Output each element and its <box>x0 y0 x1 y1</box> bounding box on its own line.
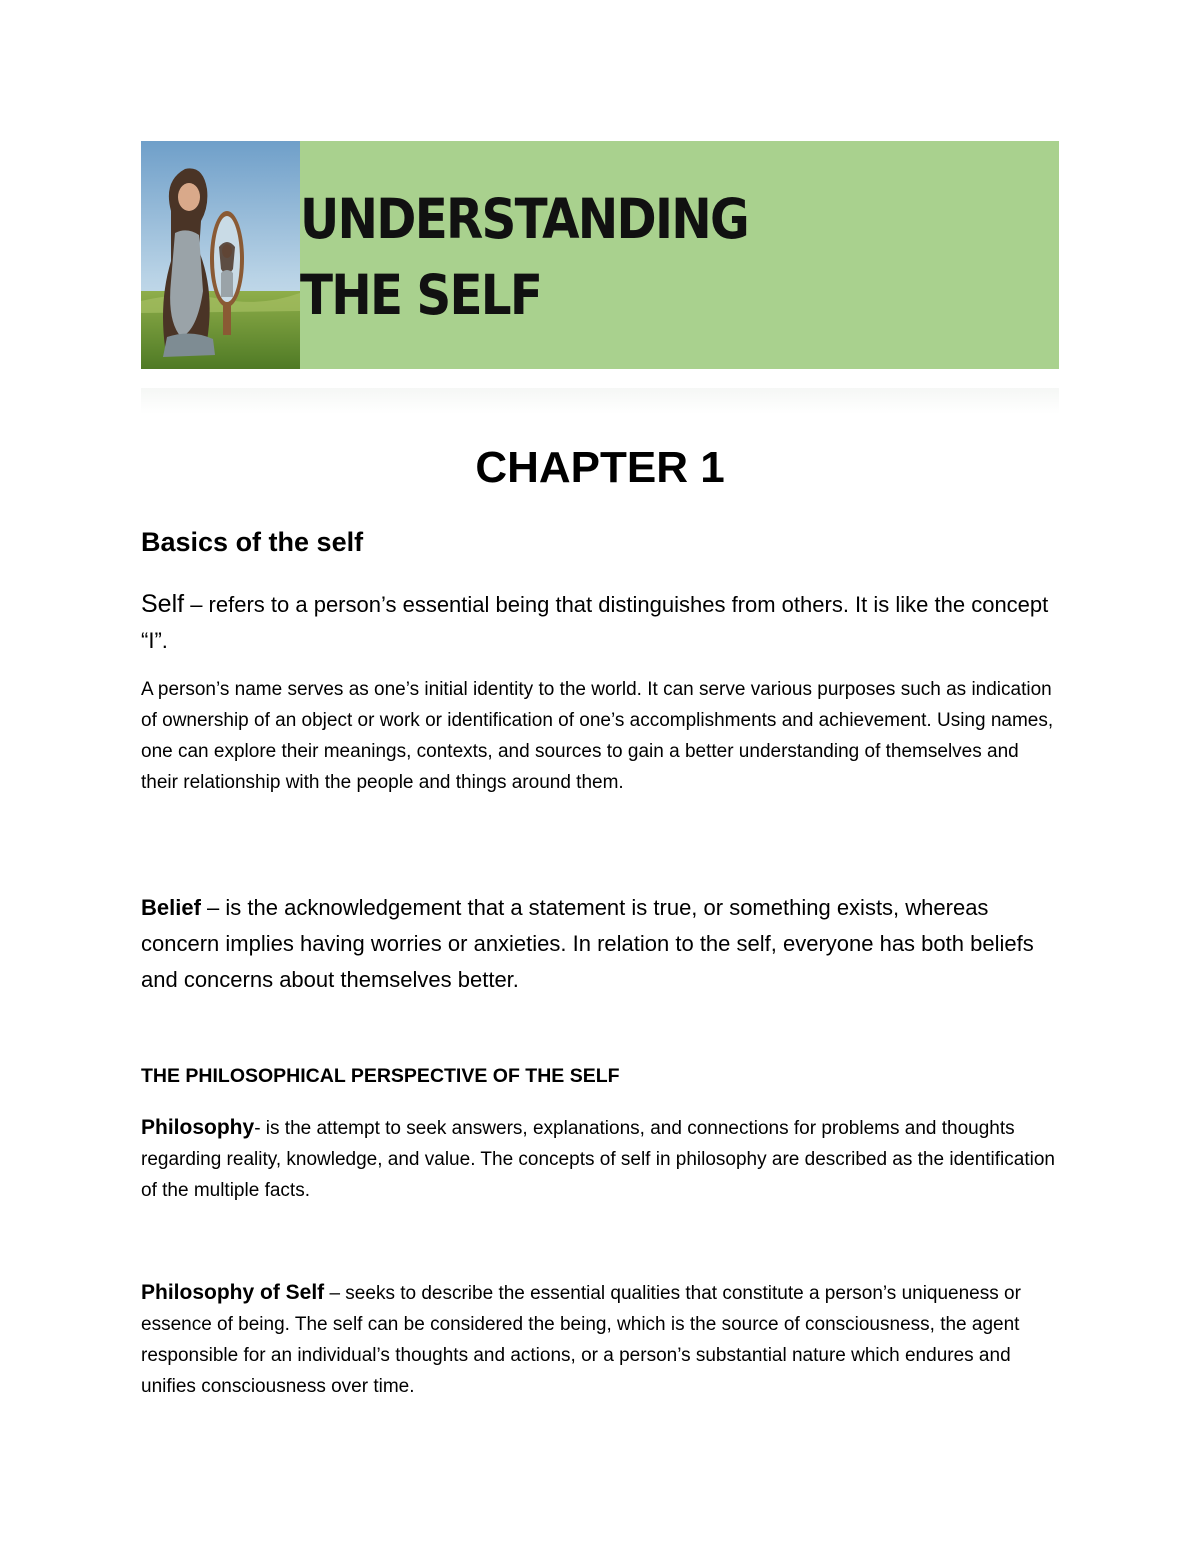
philosophy-term: Philosophy <box>141 1116 255 1139</box>
banner-title <box>300 181 748 333</box>
banner-reflection <box>141 388 1059 414</box>
philosophical-perspective-heading: THE PHILOSOPHICAL PERSPECTIVE OF THE SELF <box>141 1065 620 1087</box>
section-heading: Basics of the self <box>141 527 364 557</box>
woman-with-mirror-photo <box>141 141 300 369</box>
belief-definition-text: – is the acknowledgement that a statement is true, or something exists, whereas concern implies having worries or anxieties. In relation to the self, everyone has both beliefs and concerns about themselves better. <box>141 895 1034 992</box>
philosophy-of-self-definition-text: – seeks to describe the essential qualities that constitute a person’s uniqueness or essence of being. The self can be considered the being, which is the source of consciousness, the agent responsible for an individual’s thoughts and actions, or a person’s substantial nature which endures and unifies consciousness over time. <box>141 1283 1021 1397</box>
chapter-title: CHAPTER 1 <box>475 443 725 492</box>
self-definition-text: – refers to a person’s essential being that distinguishes from others. It is like the concept “I”. <box>141 592 1049 653</box>
self-term: Self <box>141 590 185 618</box>
philosophy-of-self-term: Philosophy of Self <box>141 1281 325 1304</box>
banner-title-line-2: THE SELF <box>300 263 542 327</box>
self-definition <box>141 586 1059 659</box>
belief-term: Belief <box>141 895 201 920</box>
philosophy-definition-text: - is the attempt to seek answers, explanations, and connections for problems and thoughts regarding reality, knowledge, and value. The concepts of self in philosophy are described as the identification of the multiple facts. <box>141 1118 1055 1201</box>
banner-title-line-1: UNDERSTANDING <box>300 187 748 251</box>
belief-definition <box>141 890 1059 998</box>
philosophy-definition <box>141 1112 1059 1206</box>
name-paragraph: A person’s name serves as one’s initial identity to the world. It can serve various purposes such as indication of ownership of an object or work or identification of one’s accomplishments and achievement. Using names, one can explore their meanings, contexts, and sources to gain a better understanding of themselves and their relationship with the people and things around them. <box>141 679 1054 793</box>
philosophy-of-self-definition <box>141 1277 1059 1402</box>
title-banner <box>141 141 1059 369</box>
